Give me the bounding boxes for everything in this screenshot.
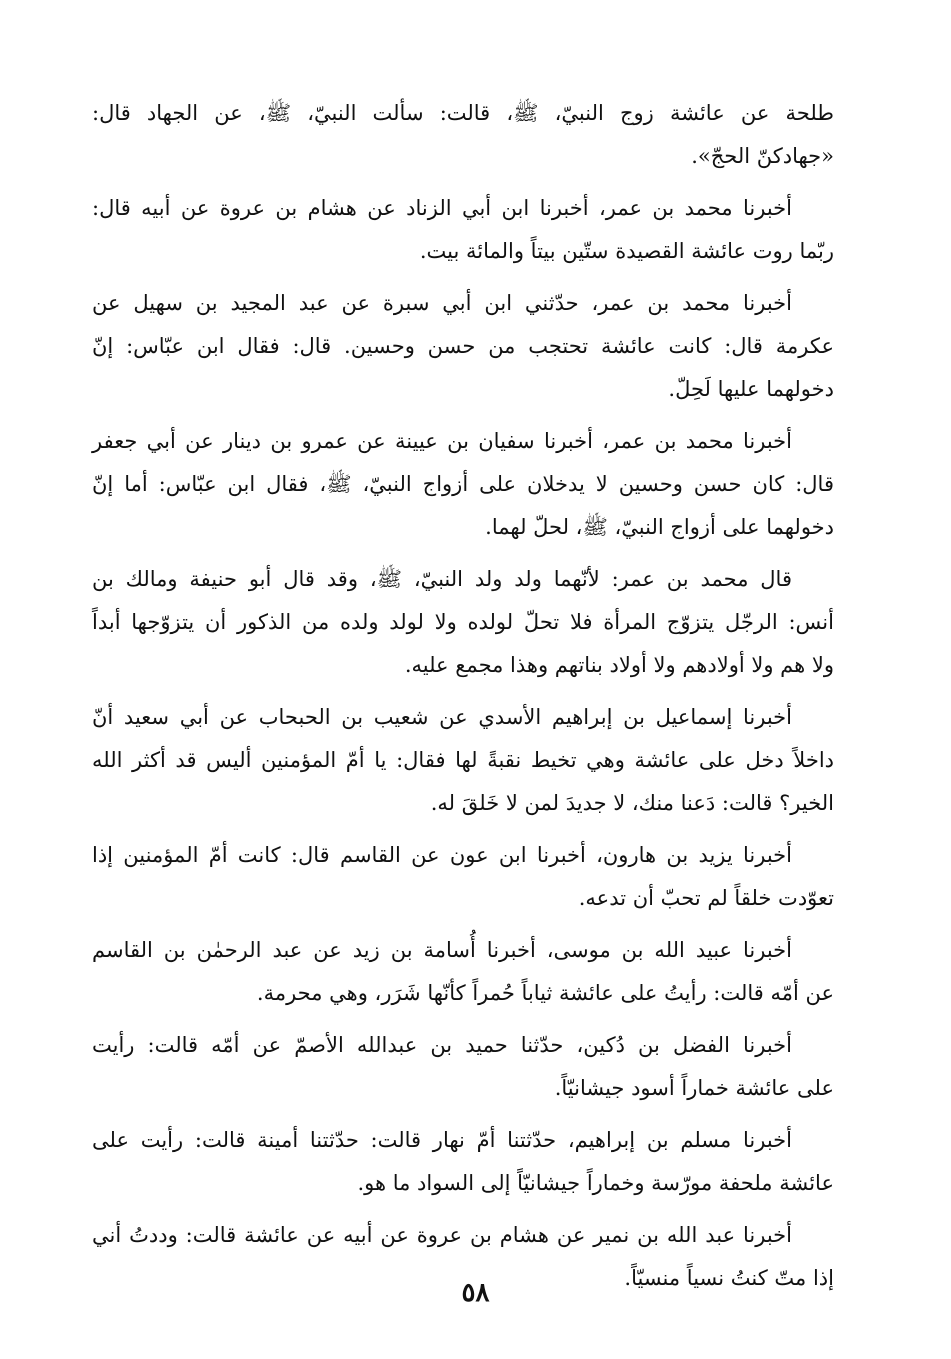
text-line: أخبرنا محمد بن عمر، أخبرنا سفيان بن عيينة عن عمرو بن دينار عن أبي جعفر [92, 429, 792, 453]
text-line: عائشة ملحفة مورّسة وخماراً جيشانيّاً إلى السواد ما هو. [357, 1171, 834, 1195]
text-line: دخولهما على أزواج النبيّ، ﷺ، لحلّ لهما. [485, 515, 834, 539]
page-body [92, 92, 834, 1309]
paragraph-6 [92, 696, 834, 825]
paragraph-4 [92, 420, 834, 549]
text-line: أخبرنا عبيد الله بن موسى، أخبرنا أُسامة بن زيد عن عبد الرحمٰن بن القاسم [92, 938, 792, 962]
text-line: «جهادكنّ الحجّ». [691, 144, 834, 168]
text-line: الخير؟ قالت: دَعنا منك، لا جديدَ لمن لا خَلقَ له. [430, 791, 834, 815]
text-line: تعوّدت خلقاً لم تحبّ أن تدعه. [578, 886, 834, 910]
text-line: أخبرنا محمد بن عمر، حدّثني ابن أبي سبرة عن عبد المجيد بن سهيل عن [92, 291, 792, 315]
text-line: أخبرنا إسماعيل بن إبراهيم الأسدي عن شعيب بن الحبحاب عن أبي سعيد أنّ [92, 705, 792, 729]
paragraph-5 [92, 558, 834, 687]
text-line: عن أمّه قالت: رأيتُ على عائشة ثياباً حُمراً كأنّها شَرَر، وهي محرمة. [256, 981, 834, 1005]
text-line: على عائشة خماراً أسود جيشانيّاً. [554, 1076, 834, 1100]
text-line: دخولهما عليها لَحِلّ. [668, 377, 834, 401]
paragraph-3 [92, 282, 834, 411]
text-line: أخبرنا يزيد بن هارون، أخبرنا ابن عون عن القاسم قال: كانت أمّ المؤمنين إذا [92, 843, 792, 867]
text-line: أنس: الرجّل يتزوّج المرأة فلا تحلّ لولده ولا لولد ولده من الذكور أن يتزوّجها أبداً [92, 610, 834, 634]
text-line: قال: كان حسن وحسين لا يدخلان على أزواج النبيّ، ﷺ، فقال ابن عبّاس: أما إنّ [92, 472, 834, 496]
paragraph-7 [92, 834, 834, 920]
text-line: أخبرنا عبد الله بن نمير عن هشام بن عروة عن أبيه عن عائشة قالت: وددتُ أني [92, 1223, 792, 1247]
paragraph-1 [92, 92, 834, 178]
text-line: ولا هم ولا أولادهم ولا أولاد بناتهم وهذا مجمع عليه. [404, 653, 834, 677]
paragraph-10 [92, 1119, 834, 1205]
text-line: ربّما روت عائشة القصيدة ستّين بيتاً والمائة بيت. [419, 239, 834, 263]
text-line: أخبرنا محمد بن عمر، أخبرنا ابن أبي الزناد عن هشام بن عروة عن أبيه قال: [92, 196, 792, 220]
text-line: قال محمد بن عمر: لأنّهما ولد ولد النبيّ، ﷺ، وقد قال أبو حنيفة ومالك بن [92, 567, 792, 591]
text-line: عكرمة قال: كانت عائشة تحتجب من حسن وحسين. قال: فقال ابن عبّاس: إنّ [92, 334, 834, 358]
paragraph-8 [92, 929, 834, 1015]
page-number: ٥٨ [461, 1278, 490, 1308]
text-line: داخلاً دخل على عائشة وهي تخيط نقبةً لها فقال: يا أمّ المؤمنين أليس قد أكثر الله [92, 748, 834, 772]
text-line: أخبرنا مسلم بن إبراهيم، حدّثتنا أمّ نهار قالت: حدّثتنا أمينة قالت: رأيت على [92, 1128, 792, 1152]
text-line: طلحة عن عائشة زوج النبيّ، ﷺ، قالت: سألت النبيّ، ﷺ، عن الجهاد قال: [92, 101, 834, 125]
text-line: أخبرنا الفضل بن دُكين، حدّثنا حميد بن عبدالله الأصمّ عن أمّه قالت: رأيت [92, 1033, 792, 1057]
text-line: إذا متّ كنتُ نسياً منسيّاً. [624, 1266, 834, 1290]
paragraph-9 [92, 1024, 834, 1110]
paragraph-2 [92, 187, 834, 273]
